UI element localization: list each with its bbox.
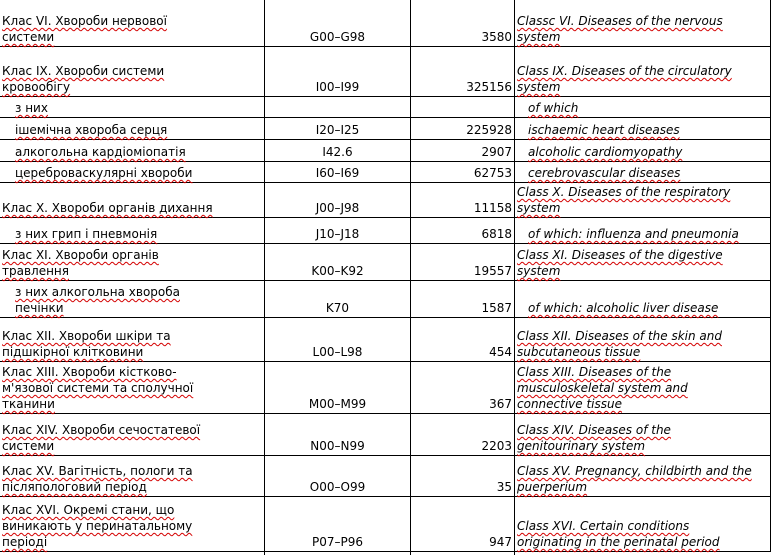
english-label: Class XIV. Diseases of the genitourinary system [517, 423, 671, 453]
ukrainian-label: ішемічна хвороба серця [15, 123, 168, 137]
cell-english[interactable] [514, 281, 771, 317]
cell-ukrainian[interactable] [0, 118, 264, 139]
cell-number[interactable] [410, 140, 514, 161]
cell-english[interactable] [514, 244, 771, 280]
death-count: 19557 [473, 264, 512, 278]
cell-number[interactable] [410, 162, 514, 182]
cell-code[interactable] [264, 47, 410, 96]
ukrainian-label: з них грип і пневмонія [15, 227, 158, 241]
cell-ukrainian[interactable] [0, 183, 264, 217]
cell-english[interactable] [514, 218, 771, 243]
table-row [0, 140, 771, 162]
english-label: of which: alcoholic liver disease [528, 301, 719, 315]
table-row [0, 281, 771, 318]
table-row [0, 318, 771, 362]
table-row [0, 244, 771, 281]
cell-code[interactable] [264, 162, 410, 182]
death-count: 225928 [466, 123, 512, 137]
english-label: Class XV. Pregnancy, childbirth and the puerperium [517, 464, 752, 494]
english-label: of which: influenza and pneumonia [528, 227, 739, 241]
ukrainian-label: цереброваскулярні хвороби [15, 166, 193, 180]
icd-code: I60–I69 [315, 166, 360, 180]
table-row [0, 162, 771, 183]
cell-ukrainian[interactable] [0, 218, 264, 243]
english-label: cerebrovascular diseases [528, 166, 681, 180]
cell-english[interactable] [514, 362, 771, 413]
icd-code: L00–L98 [312, 345, 363, 359]
cell-number[interactable] [410, 183, 514, 217]
death-count: 6818 [481, 227, 512, 241]
cell-ukrainian[interactable] [0, 414, 264, 455]
icd-code: I20–I25 [315, 123, 360, 137]
english-label: Classc VI. Diseases of the nervous system [517, 14, 723, 44]
cell-ukrainian[interactable] [0, 162, 264, 182]
icd-code: G00–G98 [309, 30, 366, 44]
cell-ukrainian[interactable] [0, 0, 264, 46]
cell-code[interactable] [264, 318, 410, 361]
table-row [0, 497, 771, 552]
table-row [0, 97, 771, 118]
cell-english[interactable] [514, 183, 771, 217]
cell-english[interactable] [514, 0, 771, 46]
cell-ukrainian[interactable] [0, 97, 264, 117]
ukrainian-label: Клас IX. Хвороби системи кровообігу [2, 64, 165, 94]
ukrainian-label: Клас X. Хвороби органів дихання [2, 201, 213, 215]
table-row [0, 456, 771, 497]
cell-number[interactable] [410, 244, 514, 280]
ukrainian-label: з них алкогольна хвороба печінки [15, 285, 180, 315]
cell-code[interactable] [264, 244, 410, 280]
death-count: 325156 [466, 80, 512, 94]
death-count: 2203 [481, 439, 512, 453]
cell-number[interactable] [410, 97, 514, 117]
english-label: Class X. Diseases of the respiratory system [517, 185, 731, 215]
ukrainian-label: Клас XII. Хвороби шкіри та підшкірної клітковини [2, 329, 171, 359]
cell-ukrainian[interactable] [0, 362, 264, 413]
cell-code[interactable] [264, 118, 410, 139]
icd-code: K00–K92 [311, 264, 364, 278]
cell-number[interactable] [410, 281, 514, 317]
table-row [0, 183, 771, 218]
cell-number[interactable] [410, 318, 514, 361]
cell-code[interactable] [264, 456, 410, 496]
table-row [0, 362, 771, 414]
column-divider [410, 0, 411, 555]
death-count: 947 [489, 535, 512, 549]
cell-number[interactable] [410, 414, 514, 455]
cell-code[interactable] [264, 414, 410, 455]
death-count: 2907 [481, 145, 512, 159]
table-row [0, 118, 771, 140]
cell-number[interactable] [410, 118, 514, 139]
column-divider [264, 0, 265, 555]
english-label: Class XII. Diseases of the skin and subcutaneous tissue [517, 329, 722, 359]
death-count: 62753 [473, 166, 512, 180]
cell-number[interactable] [410, 218, 514, 243]
icd-code: J00–J98 [315, 201, 360, 215]
cell-code[interactable] [264, 97, 410, 117]
cell-code[interactable] [264, 0, 410, 46]
cell-english[interactable] [514, 497, 771, 551]
cell-ukrainian[interactable] [0, 244, 264, 280]
cell-ukrainian[interactable] [0, 281, 264, 317]
english-label: ischaemic heart diseases [528, 123, 680, 137]
table-row [0, 0, 771, 47]
cell-english[interactable] [514, 414, 771, 455]
cell-code[interactable] [264, 362, 410, 413]
ukrainian-label: Клас XIV. Хвороби сечостатевої системи [2, 423, 201, 453]
cell-english[interactable] [514, 97, 771, 117]
table-row [0, 47, 771, 97]
english-label: alcoholic cardiomyopathy [528, 145, 683, 159]
ukrainian-label: Клас VI. Хвороби нервової системи [2, 14, 167, 44]
cell-english[interactable] [514, 318, 771, 361]
cell-ukrainian[interactable] [0, 47, 264, 96]
icd-code: M00–M99 [308, 397, 367, 411]
cell-english[interactable] [514, 162, 771, 182]
cell-ukrainian[interactable] [0, 456, 264, 496]
icd-code: P07–P96 [311, 535, 363, 549]
cell-code[interactable] [264, 281, 410, 317]
ukrainian-label: Клас XIII. Хвороби кістково-м'язової системи та сполучної тканини [2, 365, 194, 411]
death-count: 35 [496, 480, 512, 494]
table-row [0, 218, 771, 244]
ukrainian-label: Клас XVI. Окремі стани, що виникають у перинатальному періоді [2, 503, 193, 549]
cell-number[interactable] [410, 456, 514, 496]
cell-number[interactable] [410, 0, 514, 46]
cell-number[interactable] [410, 47, 514, 96]
english-label: Class XIII. Diseases of the musculoskeletal system and connective tissue [517, 365, 688, 411]
english-label: Class XI. Diseases of the digestive system [517, 248, 723, 278]
icd-code: K70 [325, 301, 350, 315]
cell-number[interactable] [410, 362, 514, 413]
ukrainian-label: Клас XI. Хвороби органів травлення [2, 248, 159, 278]
english-label: of which [528, 101, 579, 115]
ukrainian-label: алкогольна кардіоміопатія [15, 145, 186, 159]
cell-english[interactable] [514, 47, 771, 96]
english-label: Class IX. Diseases of the circulatory system [517, 64, 732, 94]
death-count: 3580 [481, 30, 512, 44]
cell-english[interactable] [514, 118, 771, 139]
cell-number[interactable] [410, 497, 514, 551]
death-count: 367 [489, 397, 512, 411]
icd-code: O00–O99 [309, 480, 366, 494]
cell-code[interactable] [264, 183, 410, 217]
death-count: 454 [489, 345, 512, 359]
ukrainian-label: з них [15, 101, 48, 115]
cell-code[interactable] [264, 497, 410, 551]
icd-code: J10–J18 [315, 227, 360, 241]
icd-code: N00–N99 [310, 439, 365, 453]
cell-ukrainian[interactable] [0, 318, 264, 361]
cell-ukrainian[interactable] [0, 497, 264, 551]
cell-english[interactable] [514, 140, 771, 161]
death-count: 1587 [481, 301, 512, 315]
english-label: Class XVI. Certain conditions originating in the perinatal period [517, 519, 720, 549]
column-divider [514, 0, 515, 555]
icd-code: I00–I99 [315, 80, 360, 94]
cell-code[interactable] [264, 218, 410, 243]
table-row [0, 414, 771, 456]
death-count: 11158 [473, 201, 512, 215]
cell-english[interactable] [514, 456, 771, 496]
cell-code[interactable] [264, 140, 410, 161]
cell-ukrainian[interactable] [0, 140, 264, 161]
icd-code: I42.6 [322, 145, 353, 159]
ukrainian-label: Клас XV. Вагітність, пологи та післяпологовий період [2, 464, 193, 494]
